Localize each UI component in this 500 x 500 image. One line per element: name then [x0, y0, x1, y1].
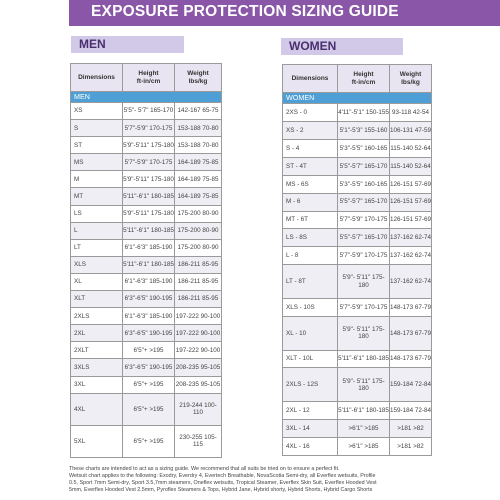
- footnote-line: Wetsuit chart applies to the following: Exodry, Everdry 4, Evertech Breathable, NovaScotia Semi-dry, all Everflex wetsuits, Profile: [69, 473, 376, 479]
- header-row: [283, 65, 432, 93]
- size-cell: L: [71, 222, 123, 239]
- size-cell: XLT - 10L: [283, 350, 338, 368]
- table-row: [71, 103, 222, 120]
- height-cell: 5'11"-6'1" 180-185: [123, 188, 175, 205]
- weight-cell: 142-167 65-75: [175, 103, 222, 120]
- table-row: [71, 291, 222, 308]
- height-cell: 5'7"-5'9" 170-175: [123, 154, 175, 171]
- weight-cell: 175-200 80-90: [175, 222, 222, 239]
- size-cell: 2XS - 0: [283, 104, 338, 122]
- size-cell: 2XLS: [71, 308, 123, 325]
- height-cell: 5'9"- 5'11" 175-180: [338, 316, 390, 350]
- column-header: Dimensions: [283, 65, 338, 93]
- weight-cell: 186-211 85-95: [175, 291, 222, 308]
- weight-cell: 208-235 95-105: [175, 376, 222, 393]
- weight-cell: 197-222 90-100: [175, 342, 222, 359]
- table-row: [283, 229, 432, 247]
- weight-cell: 148-173 67-79: [390, 316, 432, 350]
- size-cell: LS: [71, 205, 123, 222]
- size-cell: S - 4: [283, 139, 338, 157]
- height-cell: 5'11"-6'1" 180-185: [123, 222, 175, 239]
- weight-cell: 93-118 42-54: [390, 104, 432, 122]
- table-row: [71, 188, 222, 205]
- column-header: Weight lbs/kg: [175, 64, 222, 92]
- weight-cell: >181 >82: [390, 437, 432, 455]
- height-cell: 5'9"-5'11" 175-180: [123, 205, 175, 222]
- weight-cell: 186-211 85-95: [175, 273, 222, 290]
- table-row: [71, 205, 222, 222]
- table-row: [71, 325, 222, 342]
- weight-cell: 230-255 105-115: [175, 425, 222, 457]
- column-header: Height ft-in/cm: [123, 64, 175, 92]
- table-row: [71, 273, 222, 290]
- height-cell: 5'3"-5'5" 160-165: [338, 139, 390, 157]
- height-cell: >6'1" >185: [338, 437, 390, 455]
- table-row: [283, 350, 432, 368]
- size-cell: 3XLS: [71, 359, 123, 376]
- height-cell: 6'3"-6'5" 190-195: [123, 359, 175, 376]
- weight-cell: 175-200 80-90: [175, 205, 222, 222]
- group-row: [71, 92, 222, 103]
- weight-cell: 148-173 67-79: [390, 350, 432, 368]
- height-cell: 5'5"-5'7" 165-170: [338, 229, 390, 247]
- size-cell: LS - 8S: [283, 229, 338, 247]
- size-cell: S: [71, 120, 123, 137]
- table-row: [71, 239, 222, 256]
- weight-cell: 197-222 90-100: [175, 325, 222, 342]
- table-row: [283, 193, 432, 211]
- height-cell: 5'9"- 5'11" 175-180: [338, 368, 390, 402]
- size-cell: 4XL: [71, 393, 123, 425]
- height-cell: 6'1"-6'3" 185-190: [123, 308, 175, 325]
- height-cell: 5'5"-5'7" 165-170: [338, 193, 390, 211]
- table-row: [283, 402, 432, 420]
- table-row: [71, 256, 222, 273]
- table-row: [71, 376, 222, 393]
- table-row: [283, 211, 432, 229]
- height-cell: 5'9"-5'11" 175-180: [123, 137, 175, 154]
- size-cell: M: [71, 171, 123, 188]
- height-cell: 5'5"-5'7" 165-170: [338, 157, 390, 175]
- size-cell: 5XL: [71, 425, 123, 457]
- height-cell: 6'5"+ >195: [123, 376, 175, 393]
- size-cell: XS: [71, 103, 123, 120]
- table-row: [71, 137, 222, 154]
- header-row: [71, 64, 222, 92]
- footnote-line: 0.5, Sport 7mm Semi-dry, Sport 3.5,7mm steamers, Oneflex wetsuits, Tropical Steamer, Everflex Skin Suit, Everflex Hooded Vest: [69, 480, 377, 486]
- table-row: [283, 265, 432, 299]
- table-row: [71, 393, 222, 425]
- size-cell: 2XL - 12: [283, 402, 338, 420]
- page-title: EXPOSURE PROTECTION SIZING GUIDE: [91, 3, 399, 20]
- size-cell: XL - 10: [283, 316, 338, 350]
- men-section-header: MEN: [71, 36, 184, 53]
- size-cell: MS - 6S: [283, 175, 338, 193]
- table-row: [71, 308, 222, 325]
- size-cell: ST - 4T: [283, 157, 338, 175]
- weight-cell: 219-244 100-110: [175, 393, 222, 425]
- group-label: MEN: [71, 92, 222, 103]
- size-cell: 4XL - 16: [283, 437, 338, 455]
- weight-cell: >181 >82: [390, 420, 432, 438]
- women-size-table: [282, 64, 432, 456]
- women-section-header: WOMEN: [281, 38, 403, 55]
- table-row: [283, 437, 432, 455]
- size-cell: MS: [71, 154, 123, 171]
- size-cell: ST: [71, 137, 123, 154]
- size-cell: 3XL - 14: [283, 420, 338, 438]
- table-row: [71, 222, 222, 239]
- table-row: [283, 368, 432, 402]
- table-row: [283, 298, 432, 316]
- footnote-line: 5mm, Everflex Hooded Vest 2.5mm, Pyroflex Steamers & Tops, Hybrid Jane, Hybrid shorty, Hybrid Shorts, Hybrid Cargo Shorts: [69, 487, 373, 493]
- table-row: [71, 171, 222, 188]
- height-cell: 6'1"-6'3" 185-190: [123, 273, 175, 290]
- height-cell: 5'7"-5'9" 170-175: [338, 298, 390, 316]
- height-cell: 5'7"-5'9" 170-175: [338, 247, 390, 265]
- column-header: Weight lbs/kg: [390, 65, 432, 93]
- group-row: [283, 93, 432, 104]
- size-cell: 2XL: [71, 325, 123, 342]
- height-cell: 6'3"-6'5" 190-195: [123, 291, 175, 308]
- size-cell: M - 6: [283, 193, 338, 211]
- size-cell: XS - 2: [283, 121, 338, 139]
- height-cell: 5'1"-5'3" 155-160: [338, 121, 390, 139]
- height-cell: >6'1" >185: [338, 420, 390, 438]
- height-cell: 6'3"-6'5" 190-195: [123, 325, 175, 342]
- table-row: [283, 121, 432, 139]
- size-cell: XLT: [71, 291, 123, 308]
- table-row: [283, 104, 432, 122]
- height-cell: 5'3"-5'5" 160-165: [338, 175, 390, 193]
- size-cell: XLS: [71, 256, 123, 273]
- weight-cell: 115-140 52-64: [390, 139, 432, 157]
- size-cell: LT: [71, 239, 123, 256]
- weight-cell: 208-235 95-105: [175, 359, 222, 376]
- height-cell: 5'5"- 5'7" 165-170: [123, 103, 175, 120]
- footnote-line: These charts are intended to act as a sizing guide. We recommend that all suits be tried on to ensure a perfect fit.: [69, 466, 340, 472]
- size-cell: MT: [71, 188, 123, 205]
- weight-cell: 137-162 62-74: [390, 229, 432, 247]
- weight-cell: 106-131 47-59: [390, 121, 432, 139]
- table-row: [283, 175, 432, 193]
- height-cell: 5'11"-6'1" 180-185: [338, 402, 390, 420]
- weight-cell: 164-189 75-85: [175, 171, 222, 188]
- size-cell: XLS - 10S: [283, 298, 338, 316]
- weight-cell: 159-184 72-84: [390, 402, 432, 420]
- weight-cell: 175-200 80-90: [175, 239, 222, 256]
- table-row: [283, 420, 432, 438]
- table-row: [283, 139, 432, 157]
- weight-cell: 164-189 75-85: [175, 154, 222, 171]
- table-row: [71, 359, 222, 376]
- weight-cell: 137-162 62-74: [390, 265, 432, 299]
- weight-cell: 153-188 70-80: [175, 120, 222, 137]
- weight-cell: 115-140 52-64: [390, 157, 432, 175]
- weight-cell: 186-211 85-95: [175, 256, 222, 273]
- height-cell: 6'1"-6'3" 185-190: [123, 239, 175, 256]
- height-cell: 5'9"- 5'11" 175-180: [338, 265, 390, 299]
- weight-cell: 153-188 70-80: [175, 137, 222, 154]
- weight-cell: 159-184 72-84: [390, 368, 432, 402]
- men-size-table: [70, 63, 222, 458]
- size-cell: L - 8: [283, 247, 338, 265]
- weight-cell: 126-151 57-69: [390, 211, 432, 229]
- height-cell: 5'7"-5'9" 170-175: [338, 211, 390, 229]
- size-cell: 2XLS - 12S: [283, 368, 338, 402]
- size-cell: XL: [71, 273, 123, 290]
- weight-cell: 164-189 75-85: [175, 188, 222, 205]
- table-row: [283, 316, 432, 350]
- size-cell: 3XL: [71, 376, 123, 393]
- table-row: [283, 247, 432, 265]
- column-header: Height ft-in/cm: [338, 65, 390, 93]
- height-cell: 5'11"-6'1" 180-185: [123, 256, 175, 273]
- column-header: Dimensions: [71, 64, 123, 92]
- height-cell: 6'5"+ >195: [123, 342, 175, 359]
- height-cell: 4'11"-5'1" 150-155: [338, 104, 390, 122]
- table-row: [283, 157, 432, 175]
- table-row: [71, 120, 222, 137]
- height-cell: 5'11"-6'1" 180-185: [338, 350, 390, 368]
- height-cell: 6'5"+ >195: [123, 425, 175, 457]
- size-cell: MT - 6T: [283, 211, 338, 229]
- weight-cell: 148-173 67-79: [390, 298, 432, 316]
- footnote: [69, 466, 490, 494]
- height-cell: 5'7"-5'9" 170-175: [123, 120, 175, 137]
- table-row: [71, 425, 222, 457]
- weight-cell: 137-162 62-74: [390, 247, 432, 265]
- height-cell: 6'5"+ >195: [123, 393, 175, 425]
- size-cell: LT - 8T: [283, 265, 338, 299]
- weight-cell: 126-151 57-69: [390, 175, 432, 193]
- group-label: WOMEN: [283, 93, 432, 104]
- table-row: [71, 154, 222, 171]
- weight-cell: 126-151 57-69: [390, 193, 432, 211]
- size-cell: 2XLT: [71, 342, 123, 359]
- height-cell: 5'9"-5'11" 175-180: [123, 171, 175, 188]
- weight-cell: 197-222 90-100: [175, 308, 222, 325]
- table-row: [71, 342, 222, 359]
